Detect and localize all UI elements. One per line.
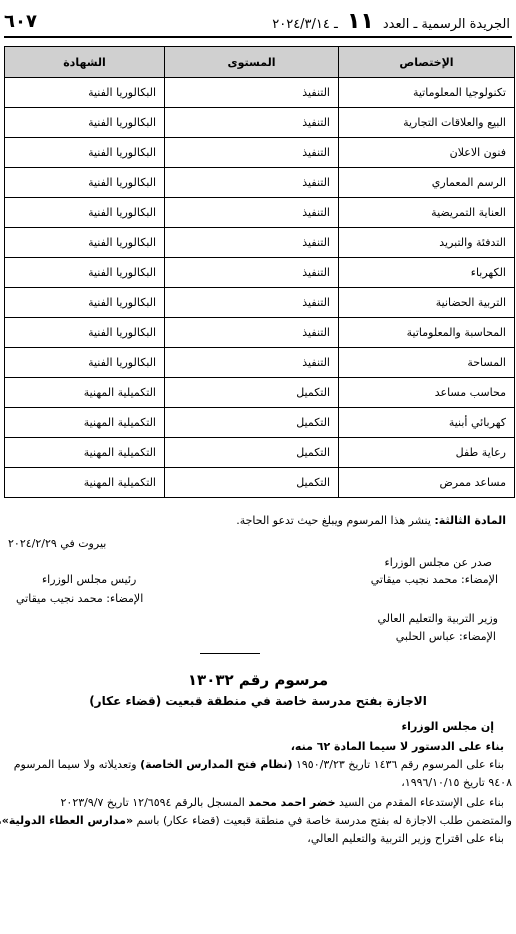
- table-row: [5, 108, 515, 138]
- table-row: [5, 198, 515, 228]
- para1-law-name: (نظام فتح المدارس الخاصة): [140, 758, 293, 771]
- table-row: [5, 258, 515, 288]
- decree-separator: [200, 653, 260, 654]
- certificate-cell: التكميلية المهنية: [5, 378, 165, 408]
- certificate-cell: التكميلية المهنية: [5, 438, 165, 468]
- para-decree-1436: [8, 758, 504, 771]
- table-row: [5, 438, 515, 468]
- certificate-cell: البكالوريا الفنية: [5, 198, 165, 228]
- table-row: [5, 468, 515, 498]
- specialty-cell: محاسب مساعد: [339, 378, 515, 408]
- header-certificate: الشهادة: [5, 47, 165, 78]
- specialty-cell: كهربائي أبنية: [339, 408, 515, 438]
- level-cell: التنفيذ: [165, 288, 339, 318]
- level-cell: التنفيذ: [165, 138, 339, 168]
- certificate-cell: البكالوريا الفنية: [5, 258, 165, 288]
- issued-by: صدر عن مجلس الوزراء: [384, 556, 492, 569]
- issue-number: ١١: [346, 9, 374, 34]
- header-title: [272, 9, 510, 34]
- para2-part-b: المسجل بالرقم ١٢/٦٥٩٤ تاريخ ٢٠٢٣/٩/٧: [60, 796, 249, 809]
- specialty-cell: فنون الاعلان: [339, 138, 515, 168]
- table-row: [5, 348, 515, 378]
- para2-part-c: والمتضمن طلب الاجازة له بفتح مدرسة خاصة في منطقة قبعيت (قضاء عكار) باسم: [133, 814, 512, 827]
- header-level: المستوى: [165, 47, 339, 78]
- certificate-cell: البكالوريا الفنية: [5, 138, 165, 168]
- table-row: [5, 288, 515, 318]
- table-header-row: [5, 47, 515, 78]
- specialty-cell: تكنولوجيا المعلوماتية: [339, 78, 515, 108]
- specialty-cell: المساحة: [339, 348, 515, 378]
- specialty-cell: التدفئة والتبريد: [339, 228, 515, 258]
- specialty-cell: مساعد ممرض: [339, 468, 515, 498]
- table-row: [5, 168, 515, 198]
- table-row: [5, 318, 515, 348]
- specialty-cell: البيع والعلاقات التجارية: [339, 108, 515, 138]
- level-cell: التنفيذ: [165, 198, 339, 228]
- certificate-cell: البكالوريا الفنية: [5, 78, 165, 108]
- header-rule: [4, 36, 512, 38]
- level-cell: التنفيذ: [165, 168, 339, 198]
- certificate-cell: البكالوريا الفنية: [5, 228, 165, 258]
- level-cell: التنفيذ: [165, 228, 339, 258]
- para1-part-d: ٩٤٠٨ تاريخ ١٩٩٦/١٠/١٥،: [401, 776, 512, 789]
- table-row: [5, 408, 515, 438]
- council-opening: إن مجلس الوزراء: [401, 720, 494, 733]
- level-cell: التكميل: [165, 468, 339, 498]
- pm-title: رئيس مجلس الوزراء: [42, 573, 137, 586]
- level-cell: التكميل: [165, 408, 339, 438]
- article-3-text: ينشر هذا المرسوم ويبلغ حيث تدعو الحاجة.: [236, 514, 435, 527]
- specialty-cell: التربية الحضانية: [339, 288, 515, 318]
- para2-part-a: بناء على الإستدعاء المقدم من السيد: [335, 796, 504, 809]
- certificate-cell: البكالوريا الفنية: [5, 108, 165, 138]
- based-on-constitution: بناء على الدستور لا سيما المادة ٦٢ منه،: [290, 740, 504, 753]
- specialty-cell: الرسم المعماري: [339, 168, 515, 198]
- para1-part-c: وتعديلاته ولا سيما المرسوم: [13, 758, 141, 771]
- page-header: [4, 6, 510, 32]
- school-name: «مدارس العطاء الدولية»: [1, 814, 134, 827]
- para-request-cont: [1, 814, 512, 827]
- header-date: ـ ٢٠٢٤/٣/١٤: [272, 17, 338, 32]
- place-date-text: بيروت في ٢٠٢٤/٢/٢٩: [8, 537, 107, 550]
- level-cell: التنفيذ: [165, 258, 339, 288]
- minister-title: وزير التربية والتعليم العالي: [377, 612, 498, 625]
- article-3-label: المادة الثالثة:: [434, 514, 506, 527]
- level-cell: التنفيذ: [165, 318, 339, 348]
- specialty-cell: رعاية طفل: [339, 438, 515, 468]
- decree-subject: الاجازة بفتح مدرسة خاصة في منطقة قبعيت (قضاء عكار): [89, 694, 427, 708]
- specialty-cell: الكهرباء: [339, 258, 515, 288]
- level-cell: التنفيذ: [165, 78, 339, 108]
- para-minister-proposal: بناء على اقتراح وزير التربية والتعليم العالي،: [307, 832, 504, 845]
- gazette-name: الجريدة الرسمية ـ العدد: [382, 17, 510, 32]
- minister-signature: الإمضاء: عباس الحلبي: [395, 630, 496, 643]
- specialty-cell: المحاسبة والمعلوماتية: [339, 318, 515, 348]
- level-cell: التنفيذ: [165, 108, 339, 138]
- level-cell: التكميل: [165, 438, 339, 468]
- table-row: [5, 78, 515, 108]
- specialty-cell: العناية التمريضية: [339, 198, 515, 228]
- decree-number: مرسوم رقم ١٣٠٣٢: [187, 671, 329, 689]
- para-request: [8, 796, 504, 809]
- level-cell: التكميل: [165, 378, 339, 408]
- certificate-cell: البكالوريا الفنية: [5, 318, 165, 348]
- article-3: [8, 514, 506, 527]
- table-row: [5, 378, 515, 408]
- table-row: [5, 228, 515, 258]
- applicant-name: خضر احمد محمد: [248, 796, 336, 809]
- header-specialty: الإختصاص: [339, 47, 515, 78]
- place-date: [8, 537, 506, 550]
- certificate-cell: البكالوريا الفنية: [5, 288, 165, 318]
- page-number-wrap: [4, 11, 37, 32]
- certificate-cell: التكميلية المهنية: [5, 408, 165, 438]
- certificate-cell: البكالوريا الفنية: [5, 168, 165, 198]
- table-row: [5, 138, 515, 168]
- pm-signature: الإمضاء: محمد نجيب ميقاتي: [16, 592, 144, 605]
- specialties-table: [4, 46, 515, 498]
- signature-right: الإمضاء: محمد نجيب ميقاتي: [370, 573, 498, 586]
- certificate-cell: التكميلية المهنية: [5, 468, 165, 498]
- certificate-cell: البكالوريا الفنية: [5, 348, 165, 378]
- page-number: ٦٠٧: [4, 11, 37, 32]
- level-cell: التنفيذ: [165, 348, 339, 378]
- para1-part-a: بناء على المرسوم رقم ١٤٣٦ تاريخ ١٩٥٠/٣/٢٣: [292, 758, 504, 771]
